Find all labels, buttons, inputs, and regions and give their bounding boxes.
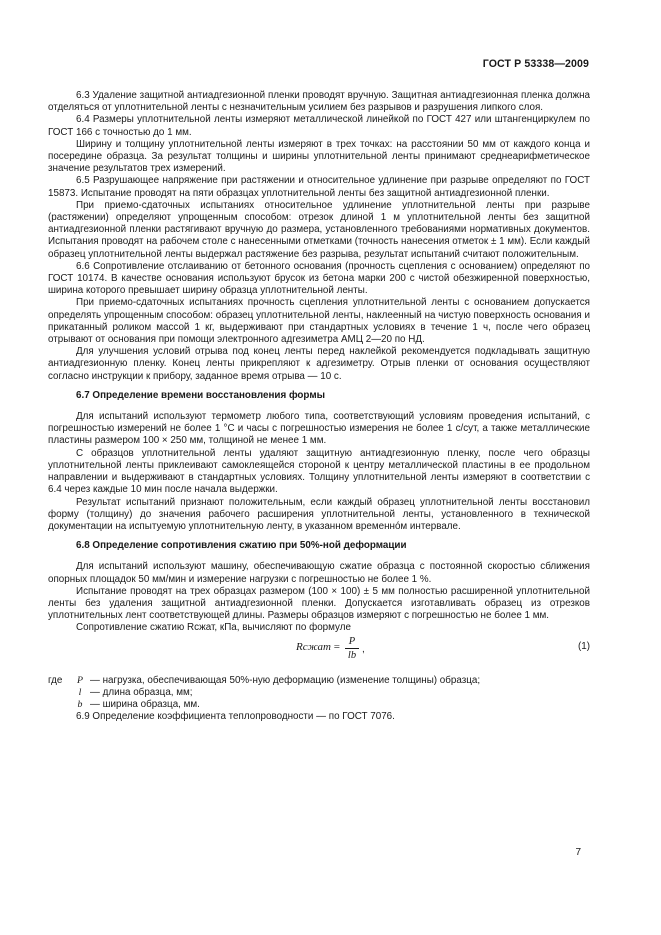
where-text: — ширина образца, мм.	[90, 698, 200, 710]
formula-numerator: P	[345, 635, 359, 649]
where-item	[48, 699, 590, 711]
section-heading-6-7: 6.7 Определение времени восстановления формы	[76, 389, 326, 401]
paragraph: 6.4 Размеры уплотнительной ленты измеряют металлической линейкой по ГОСТ 427 или штангенциркулем по ГОСТ 166 с точностью до 1 мм.	[48, 114, 590, 138]
paragraph: Ширину и толщину уплотнительной ленты измеряют в трех точках: на расстоянии 50 мм от каждого конца и посередине образца. За результат толщины и ширины уплотнительной ленты принимают среднеарифметическое значение результатов трех измерений.	[48, 138, 590, 175]
paragraph: 6.9 Определение коэффициента теплопроводности — по ГОСТ 7076.	[76, 711, 395, 723]
where-label: где	[48, 674, 63, 686]
paragraph: С образцов уплотнительной ленты удаляют защитную антиадгезионную пленку, после чего образцы уплотнительной ленты приклеивают самоклеящейся стороной к центру металлической пластины в ее продольном направлении и выдерживают в стандартных условиях. Толщину уплотнительной ленты измеряют в соответствии с 6.4 через каждые 10 мин после начала выдержки.	[48, 447, 590, 496]
paragraph: 6.5 Разрушающее напряжение при растяжении и относительное удлинение при разрыве определяют по ГОСТ 15873. Испытание проводят на пяти образцах уплотнительной ленты без защитной антиадгезионной пленки.	[48, 175, 590, 199]
section-heading-6-8: 6.8 Определение сопротивления сжатию при 50%-ной деформации	[76, 540, 407, 552]
paragraph: 6.3 Удаление защитной антиадгезионной пленки проводят вручную. Защитная антиадгезионная пленка должна отделяться от уплотнительной ленты с незначительным усилием без разрывов и разрушения липкого слоя.	[48, 90, 590, 114]
body-text	[48, 90, 590, 723]
formula-comma: ,	[362, 643, 365, 655]
where-symbol: b	[77, 698, 83, 710]
paragraph: 6.6 Сопротивление отслаиванию от бетонного основания (прочность сцепления с основанием) определяют по ГОСТ 10174. В качестве основания используют брусок из бетона марки 200 с чистой обезжиренной поверхностью, ширина которого превышает ширину образца уплотнительной ленты.	[48, 260, 590, 297]
paragraph: Для испытаний используют термометр любого типа, соответствующий условиям проведения испытаний, с погрешностью измерений не более 1 °С и часы с погрешностью измерения не более 1 с/сут, а также металлические пластины размером 100 × 250 мм, толщиной не менее 1 мм.	[48, 411, 590, 447]
where-item	[48, 675, 590, 687]
paragraph: Результат испытаний признают положительным, если каждый образец уплотнительной ленты восстановил форму (толщину) до значения рабочего расширения уплотнительной ленты, установленного в технической документации на испытуемую уплотнительную ленту, в указанном временно́м интервале.	[48, 496, 590, 532]
page-number: 7	[575, 847, 581, 858]
paragraph: При приемо-сдаточных испытаниях прочность сцепления уплотнительной ленты с основанием допускается определять упрощенным способом: образец уплотнительной ленты, наклеенный на чистую поверхность основания и прикатанный роликом массой 1 кг, выдерживают при стандартных условиях в течение 1 ч, после чего образец отрывают от основания при помощи электронного адгезиметра АМЦ 2—20 по НД.	[48, 297, 590, 346]
where-symbol: P	[76, 674, 83, 686]
paragraph: Для испытаний используют машину, обеспечивающую сжатие образца с постоянной скоростью сближения опорных площадок 50 мм/мин и измерение нагрузки с погрешностью не более 1 %.	[48, 561, 590, 585]
formula-1	[48, 635, 590, 673]
where-text: — длина образца, мм;	[90, 686, 193, 698]
where-item	[48, 687, 590, 699]
formula-denominator: lb	[347, 649, 357, 661]
paragraph: При приемо-сдаточных испытаниях относительное удлинение уплотнительной ленты при разрыве (растяжении) определяют упрощенным способом: отрезок длиной 1 м уплотнительной ленты без защитной антиадгезионной пленки растягивают вручную до размера, установленного требованиями нормативных документов. Испытания проводят на рабочем столе с нанесенными отметками (точность нанесения отметок ± 1 мм). Если каждый образец уплотнительной ленты выдержал растяжение без разрыва, результат испытаний считают положительным.	[48, 199, 590, 260]
formula-lhs: Rсжат =	[296, 640, 340, 653]
paragraph: Сопротивление сжатию Rсжат, кПа, вычисляют по формуле	[76, 622, 351, 634]
standard-header: ГОСТ Р 53338—2009	[482, 58, 589, 70]
equation-number: (1)	[577, 640, 590, 652]
formula-fraction	[345, 635, 359, 662]
paragraph: Испытание проводят на трех образцах размером (100 × 100) ± 5 мм полностью расширенной уплотнительной ленты без удаления защитной антиадгезионной пленки. Допускается изготавливать образец из отрезков уплотнительных лент соответствующей длины. Размеры образцов измеряют с погрешностью не более 1 мм.	[48, 585, 590, 622]
where-text: — нагрузка, обеспечивающая 50%-ную деформацию (изменение толщины) образца;	[90, 674, 481, 686]
paragraph: Для улучшения условий отрыва под конец ленты перед наклейкой рекомендуется подкладывать защитную антиадгезионную пленку. Конец ленты прикрепляют к адгезиметру. Отрыв пленки от основания осуществляют согласно инструкции к прибору, заданное время отрыва — 10 с.	[48, 346, 590, 382]
where-symbol: l	[78, 686, 82, 698]
